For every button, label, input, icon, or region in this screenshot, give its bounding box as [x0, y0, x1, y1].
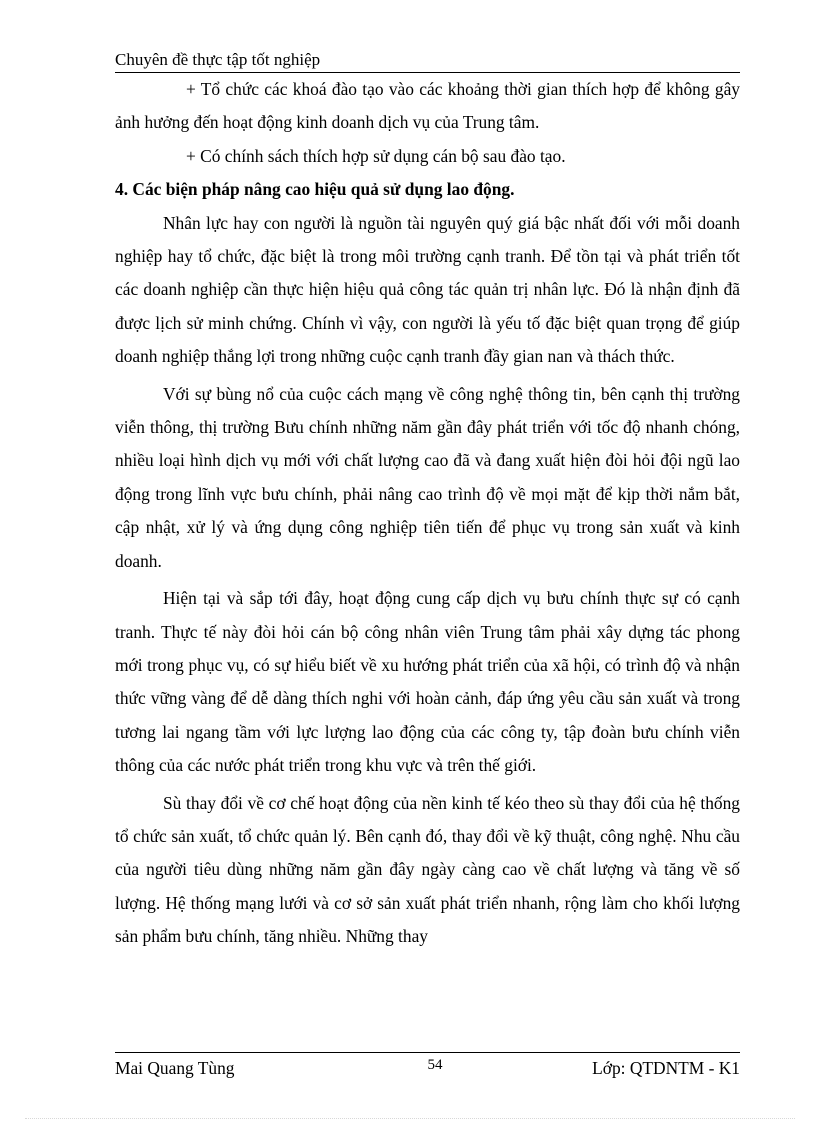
page-body — [115, 73, 740, 954]
paragraph: Sù thay đổi về cơ chế hoạt động của nền kinh tế kéo theo sù thay đổi của hệ thống tổ chức sản xuất, tổ chức quản lý. Bên cạnh đó, thay đổi về kỹ thuật, công nghệ. Nhu cầu của người tiêu dùng những năm gần đây ngày càng cao về chất lượng và tăng về số lượng. Hệ thống mạng lưới và cơ sở sản xuất phát triển nhanh, rộng làm cho khối lượng sản phẩm bưu chính, tăng nhiều. Những thay — [115, 792, 740, 947]
page-footer — [115, 1052, 740, 1078]
paragraph: Với sự bùng nổ của cuộc cách mạng về công nghệ thông tin, bên cạnh thị trường viễn thông, thị trường Bưu chính những năm gần đây phát triển với tốc độ nhanh chóng, nhiều loại hình dịch vụ mới với chất lượng cao đã và đang xuất hiện đòi hỏi đội ngũ lao động trong lĩnh vực bưu chính, phải nâng cao trình độ về mọi mặt để kịp thời nắm bắt, cập nhật, xử lý và ứng dụng công nghiệp tiên tiến để phục vụ trong sản xuất và kinh doanh. — [115, 383, 740, 571]
running-header: Chuyên đề thực tập tốt nghiệp — [115, 50, 740, 73]
paragraph: Nhân lực hay con người là nguồn tài nguyên quý giá bậc nhất đối với mỗi doanh nghiệp hay tổ chức, đặc biệt là trong môi trường cạnh tranh. Để tồn tại và phát triển tốt các doanh nghiệp cần thực hiện hiệu quả công tác quản trị nhân lực. Đó là nhận định đã được lịch sử minh chứng. Chính vì vậy, con người là yếu tố đặc biệt quan trọng để giúp doanh nghiệp thắng lợi trong những cuộc cạnh tranh đầy gian nan và thách thức. — [115, 212, 740, 367]
paragraph: Hiện tại và sắp tới đây, hoạt động cung cấp dịch vụ bưu chính thực sự có cạnh tranh. Thực tế này đòi hỏi cán bộ công nhân viên Trung tâm phải xây dựng tác phong mới trong phục vụ, có sự hiểu biết về xu hướng phát triển của xã hội, có trình độ và nhận thức vững vàng để dễ dàng thích nghi với hoàn cảnh, đáp ứng yêu cầu sản xuất và trong tương lai ngang tầm với lực lượng lao động của các công ty, tập đoàn bưu chính viễn thông của các nước phát triển trong khu vực và trên thế giới. — [115, 588, 740, 776]
page-number: 54 — [427, 1057, 443, 1073]
footer-author: Mai Quang Tùng — [115, 1058, 235, 1078]
page-edge-divider — [25, 1118, 795, 1119]
bullet-item: + Tổ chức các khoá đào tạo vào các khoảng thời gian thích hợp để không gây ảnh hưởng đến hoạt động kinh doanh dịch vụ của Trung tâm. — [115, 79, 740, 133]
bullet-item: + Có chính sách thích hợp sử dụng cán bộ sau đào tạo. — [186, 145, 566, 166]
footer-class: Lớp: QTDNTM - K1 — [592, 1058, 740, 1078]
section-heading: 4. Các biện pháp nâng cao hiệu quả sử dụng lao động. — [115, 179, 515, 200]
